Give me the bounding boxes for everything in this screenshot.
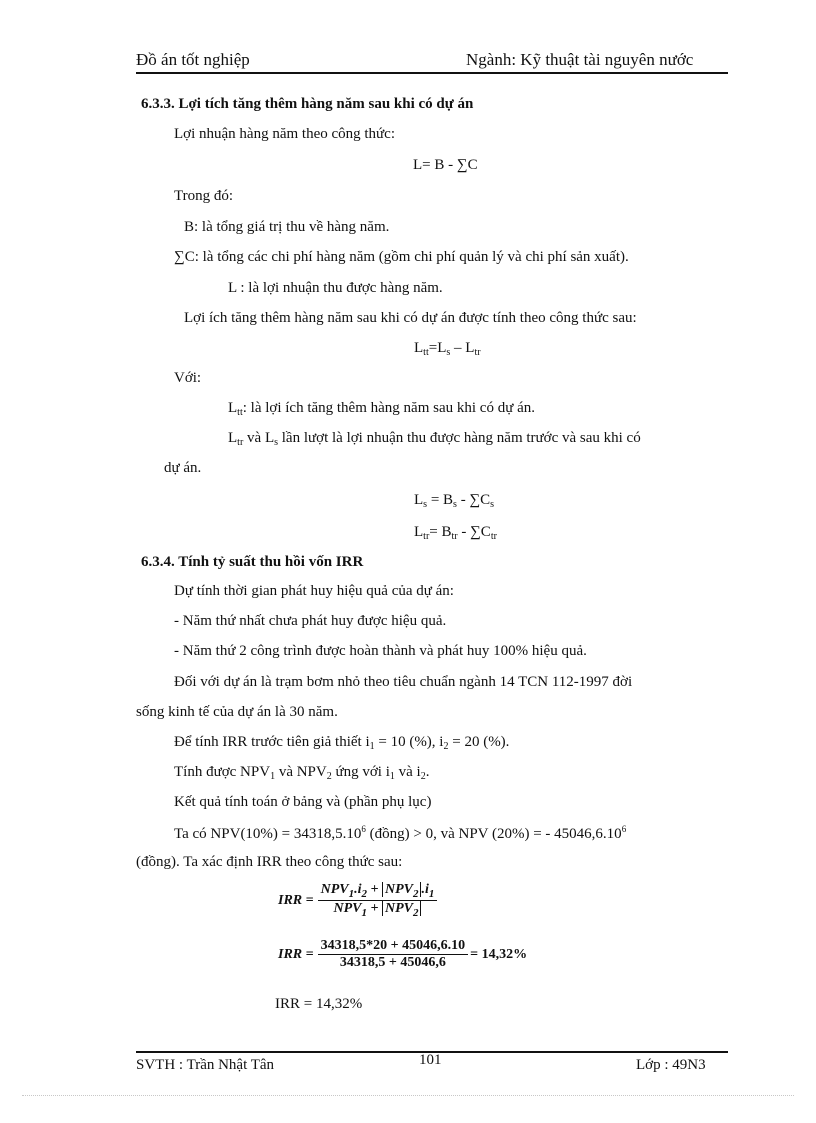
paragraph: sống kinh tế của dự án là 30 năm. <box>136 704 338 720</box>
irr-calculation: IRR = $\frac{34318,5*20 + 45046,6.10}{34318,5 + 45046,6}$ = 14,32% <box>278 938 528 970</box>
formula-ltt: $L_{tt}=L_s - L_{tr}$ <box>414 340 481 358</box>
section-heading-633: 6.3.3. Lợi tích tăng thêm hàng năm sau khi có dự án <box>141 96 474 112</box>
paragraph: (đồng). Ta xác định IRR theo công thức sau: <box>136 854 403 870</box>
footer-right: Lớp : 49N3 <box>636 1057 706 1073</box>
paragraph: Tính được $NPV_1$ và $NPV_2$ ứng với $i_1$ và $i_2$. <box>174 764 430 782</box>
paragraph: B: là tổng giá trị thu về hàng năm. <box>184 219 390 235</box>
paragraph: Kết quả tính toán ở bảng và (phần phụ lục) <box>174 794 432 810</box>
paragraph: Dự tính thời gian phát huy hiệu quả của dự án: <box>174 583 454 599</box>
paragraph: Trong đó: <box>174 188 234 204</box>
header-left: Đồ án tốt nghiệp <box>136 50 250 69</box>
paragraph: Đối với dự án là trạm bơm nhỏ theo tiêu chuẩn ngành 14 TCN 112-1997 đời <box>174 674 633 690</box>
section-heading-634: 6.3.4. Tính tỷ suất thu hồi vốn IRR <box>141 554 364 570</box>
paragraph: L : là lợi nhuận thu được hàng năm. <box>228 280 443 296</box>
paragraph: Ta có $NPV(10\%) = 34318,5.10^6$ (đồng) > 0, và NPV (20%) = - 45046,6.10$^6$ <box>174 824 627 842</box>
paragraph: Để tính IRR trước tiên giả thiết $i_1 = 10$ (%), $i_2 = 20$ (%). <box>174 734 510 752</box>
paragraph: ∑C: là tổng các chi phí hàng năm (gồm chi phí quản lý và chi phí sản xuất). <box>174 249 629 265</box>
irr-result: IRR = 14,32% <box>275 996 363 1012</box>
paragraph: Lợi ích tăng thêm hàng năm sau khi có dự án được tính theo công thức sau: <box>184 310 637 326</box>
paragraph: - Năm thứ nhất chưa phát huy được hiệu quả. <box>174 613 447 629</box>
page-edge-divider <box>22 1095 794 1096</box>
paragraph: Lợi nhuận hàng năm theo công thức: <box>174 126 396 142</box>
paragraph: - Năm thứ 2 công trình được hoàn thành và phát huy 100% hiệu quả. <box>174 643 587 659</box>
formula-ls: $L_s = B_s - \sum C_s$ <box>414 492 495 510</box>
paragraph: $L_{tr}$ và $L_s$ lần lượt là lợi nhuận thu được hàng năm trước và sau khi có <box>228 430 641 448</box>
formula-profit: L= B - ∑C <box>413 157 478 173</box>
header-rule <box>136 72 728 74</box>
paragraph: $L_{tt}$: là lợi ích tăng thêm hàng năm sau khi có dự án. <box>228 400 535 418</box>
header-right: Ngành: Kỹ thuật tài nguyên nước <box>466 50 694 69</box>
irr-formula: IRR = $\frac{NPV_1.i_2 + NPV_2 .i_1}{NPV_1 + NPV_2}$ <box>278 882 437 919</box>
paragraph: Với: <box>174 370 202 386</box>
page-number: 101 <box>419 1052 442 1068</box>
formula-ltr: $L_{tr}= B_{tr} - \sum C_{tr}$ <box>414 524 497 542</box>
paragraph: dự án. <box>164 460 202 476</box>
footer-left: SVTH : Trần Nhật Tân <box>136 1057 275 1073</box>
